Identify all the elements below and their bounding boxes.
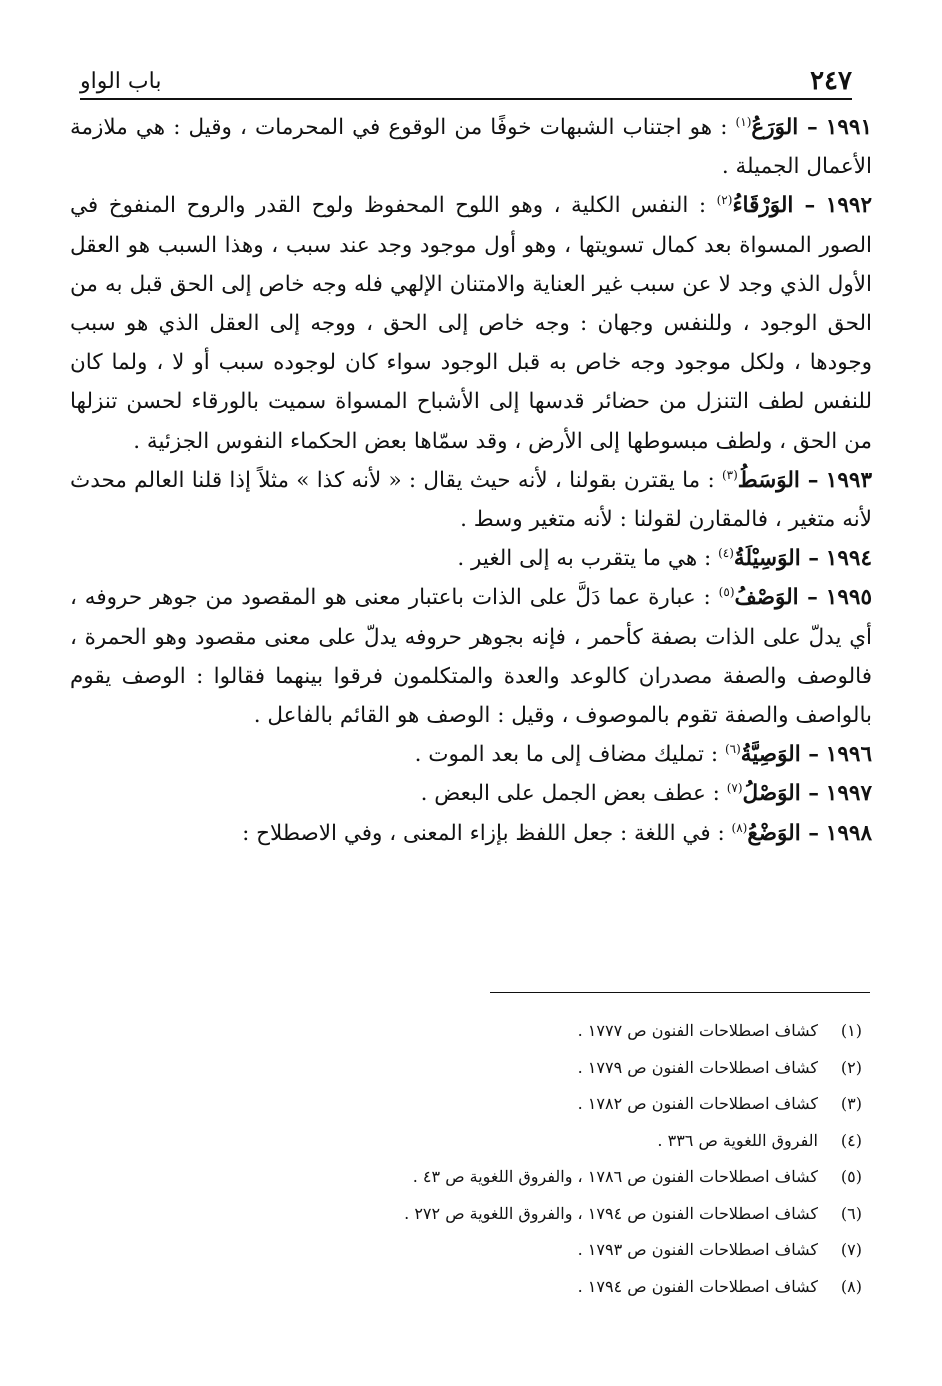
footnote-ref: (٢) [716, 193, 733, 208]
entry-text: : في اللغة : جعل اللفظ بإزاء المعنى ، وفي الاصطلاح : [242, 820, 725, 846]
footnote-text: كشاف اصطلاحات الفنون ص ١٧٩٤ . [577, 1276, 818, 1296]
entry-text: : هي ما يتقرب به إلى الغير . [457, 546, 712, 572]
footnote-number: (٤) [840, 1130, 862, 1150]
footnote-number: (٨) [840, 1276, 862, 1296]
footnote-ref: (٦) [724, 742, 741, 757]
footnote-ref: (٨) [731, 820, 748, 835]
footnote [80, 1123, 862, 1160]
running-header [80, 52, 852, 100]
footnote-text: الفروق اللغوية ص ٣٣٦ . [657, 1130, 818, 1150]
entry-number: ١٩٩٦ [825, 742, 872, 768]
footnote [80, 1269, 862, 1306]
entry-term: الوَصِيَّةُ [740, 742, 801, 768]
entry-number: ١٩٩٤ [825, 546, 872, 572]
footnote [80, 1086, 862, 1123]
entry-term: الوَرَعُ [751, 115, 799, 140]
footnote-number: (٣) [840, 1094, 862, 1113]
entry-number: ١٩٩١ [825, 115, 872, 140]
body-text [70, 108, 872, 853]
footnote-text: كشاف اصطلاحات الفنون ص ١٧٩٤ ، والفروق اللغوية ص ٢٧٢ . [404, 1203, 818, 1223]
footnote-ref: (٥) [718, 585, 735, 600]
footnote-text: كشاف اصطلاحات الفنون ص ١٧٨٢ . [577, 1094, 818, 1113]
entry-number: ١٩٩٢ [825, 193, 872, 219]
entry: ١٩٩٢ – الوَرْقَاءُ$^{(٢)}$ : النفس الكلية ، وهو اللوح المحفوظ ولوح القدر والروح المنفوخ في الصور المسواة بعد كمال تسويتها ، وهو أول موجود وجد عند سبب ، وهذا السبب هو العقل الأول الذي وجد لا عن سبب غير العناية والامتنان الإلهي فله وجه خاص إلى الحق قبل به من الحق الوجود ، وللنفس وجهان : وجه خاص إلى الحق ، ووجه إلى العقل الذي هو سبب وجودها ، ولكل موجود وجه خاص به قبل الوجود سواء كان لوجوده سبب أو لا ، ولما كان للنفس لطف التنزل من حضائر قدسها إلى الأشباح المسواة سميت بالورقاء لحسن تنزلها من الحق ، ولطف مبسوطها إلى الأرض ، وقد سمّاها بعض الحكماء النفوس الجزئية . [70, 193, 872, 454]
footnote [80, 1196, 862, 1233]
footnote-divider [490, 992, 870, 993]
footnote-number: (٢) [840, 1057, 862, 1077]
entry-term: الوَسَطُ [737, 467, 800, 493]
footnote-number: (٦) [840, 1203, 862, 1223]
entry-text: : تمليك مضاف إلى ما بعد الموت . [414, 742, 719, 768]
entry: ١٩٩٦ – الوَصِيَّةُ$^{(٦)}$ : تمليك مضاف إلى ما بعد الموت . [414, 742, 872, 768]
footnote-ref: (٧) [726, 781, 743, 796]
footnote-ref: (١) [735, 114, 752, 129]
footnote-text: كشاف اصطلاحات الفنون ص ١٧٨٦ ، والفروق اللغوية ص ٤٣ . [412, 1167, 818, 1186]
entry-term: الوَضْعُ [747, 820, 801, 846]
entry-text: : النفس الكلية ، وهو اللوح المحفوظ ولوح القدر والروح المنفوخ في الصور المسواة بعد كمال تسويتها ، وهو أول موجود وجد عند سبب ، وهذا السبب هو العقل الأول الذي وجد لا عن سبب غير العناية والامتنان الإلهي فله وجه خاص إلى الحق قبل به من الحق الوجود ، وللنفس وجهان : وجه خاص إلى الحق ، ووجه إلى العقل الذي هو سبب وجودها ، ولكل موجود وجه خاص به قبل الوجود سواء كان لوجوده سبب أو لا ، ولما كان للنفس لطف التنزل من حضائر قدسها إلى الأشباح المسواة سميت بالورقاء لحسن تنزلها من الحق ، ولطف مبسوطها إلى الأرض ، وقد سمّاها بعض الحكماء النفوس الجزئية . [70, 193, 872, 454]
footnote-text: كشاف اصطلاحات الفنون ص ١٧٩٣ . [577, 1240, 818, 1259]
entry-text: : عبارة عما دَلَّ على الذات باعتبار معنى هو المقصود من جوهر حروفه ، أي يدلّ على الذات بصفة كأحمر ، فإنه بجوهر حروفه يدلّ على معنى مقصود وهو الحمرة ، فالوصف والصفة مصدران كالوعد والعدة والمتكلمون فرقوا بينهما فقالوا : الوصف يقوم بالواصف والصفة تقوم بالموصوف ، وقيل : الوصف هو القائم بالفاعل . [70, 585, 872, 729]
entry: ١٩٩١ – الوَرَعُ$^{(١)}$ : هو اجتناب الشبهات خوفًا من الوقوع في المحرمات ، وقيل : هي ملازمة الأعمال الجميلة . [70, 114, 872, 180]
entry-text: : ما يقترن بقولنا ، لأنه حيث يقال : « لأنه كذا » مثلاً إذا قلنا العالم محدث لأنه متغير ، فالمقارن لقولنا : لأنه متغير وسط . [70, 467, 872, 533]
entry-term: الوَصْلُ [742, 781, 801, 807]
footnote-number: (٧) [840, 1240, 862, 1259]
entry-term: الوَسِيْلَةُ [733, 546, 801, 572]
entry-term: الوَرْقَاءُ [732, 193, 794, 219]
entry: ١٩٩٨ – الوَضْعُ$^{(٨)}$ : في اللغة : جعل اللفظ بإزاء المعنى ، وفي الاصطلاح : [242, 820, 872, 846]
footnote [80, 1013, 862, 1050]
entry-text: : عطف بعض الجمل على البعض . [420, 781, 720, 807]
page-number: ٢٤٧ [810, 66, 852, 96]
entry-number: ١٩٩٨ [825, 820, 872, 846]
footnote [80, 1232, 862, 1269]
footnote-text: كشاف اصطلاحات الفنون ص ١٧٧٩ . [577, 1057, 818, 1077]
entry-term: الوَصْفُ [734, 585, 799, 611]
entry-number: ١٩٩٧ [825, 781, 872, 807]
section-title: باب الواو [80, 69, 162, 94]
footnote-ref: (٣) [721, 467, 738, 482]
entry-text: : هو اجتناب الشبهات خوفًا من الوقوع في المحرمات ، وقيل : هي ملازمة الأعمال الجميلة . [70, 115, 872, 180]
footnote-ref: (٤) [718, 546, 734, 561]
entry-number: ١٩٩٣ [825, 467, 872, 493]
footnote-number: (١) [840, 1021, 862, 1040]
footnote-number: (٥) [840, 1167, 862, 1186]
entry: ١٩٩٣ – الوَسَطُ$^{(٣)}$ : ما يقترن بقولنا ، لأنه حيث يقال : « لأنه كذا » مثلاً إذا قلنا العالم محدث لأنه متغير ، فالمقارن لقولنا : لأنه متغير وسط . [70, 467, 872, 533]
footnote [80, 1159, 862, 1196]
footnote-text: كشاف اصطلاحات الفنون ص ١٧٧٧ . [577, 1021, 818, 1040]
entry: ١٩٩٤ – الوَسِيْلَةُ$^{(٤)}$ : هي ما يتقرب به إلى الغير . [457, 546, 872, 572]
footnote [80, 1050, 862, 1087]
footnotes [80, 1013, 862, 1305]
entry: ١٩٩٥ – الوَصْفُ$^{(٥)}$ : عبارة عما دَلَّ على الذات باعتبار معنى هو المقصود من جوهر حروفه ، أي يدلّ على الذات بصفة كأحمر ، فإنه بجوهر حروفه يدلّ على معنى مقصود وهو الحمرة ، فالوصف والصفة مصدران كالوعد والعدة والمتكلمون فرقوا بينهما فقالوا : الوصف يقوم بالواصف والصفة تقوم بالموصوف ، وقيل : الوصف هو القائم بالفاعل . [70, 585, 872, 729]
entry-number: ١٩٩٥ [825, 585, 872, 611]
entry: ١٩٩٧ – الوَصْلُ$^{(٧)}$ : عطف بعض الجمل على البعض . [420, 781, 872, 807]
